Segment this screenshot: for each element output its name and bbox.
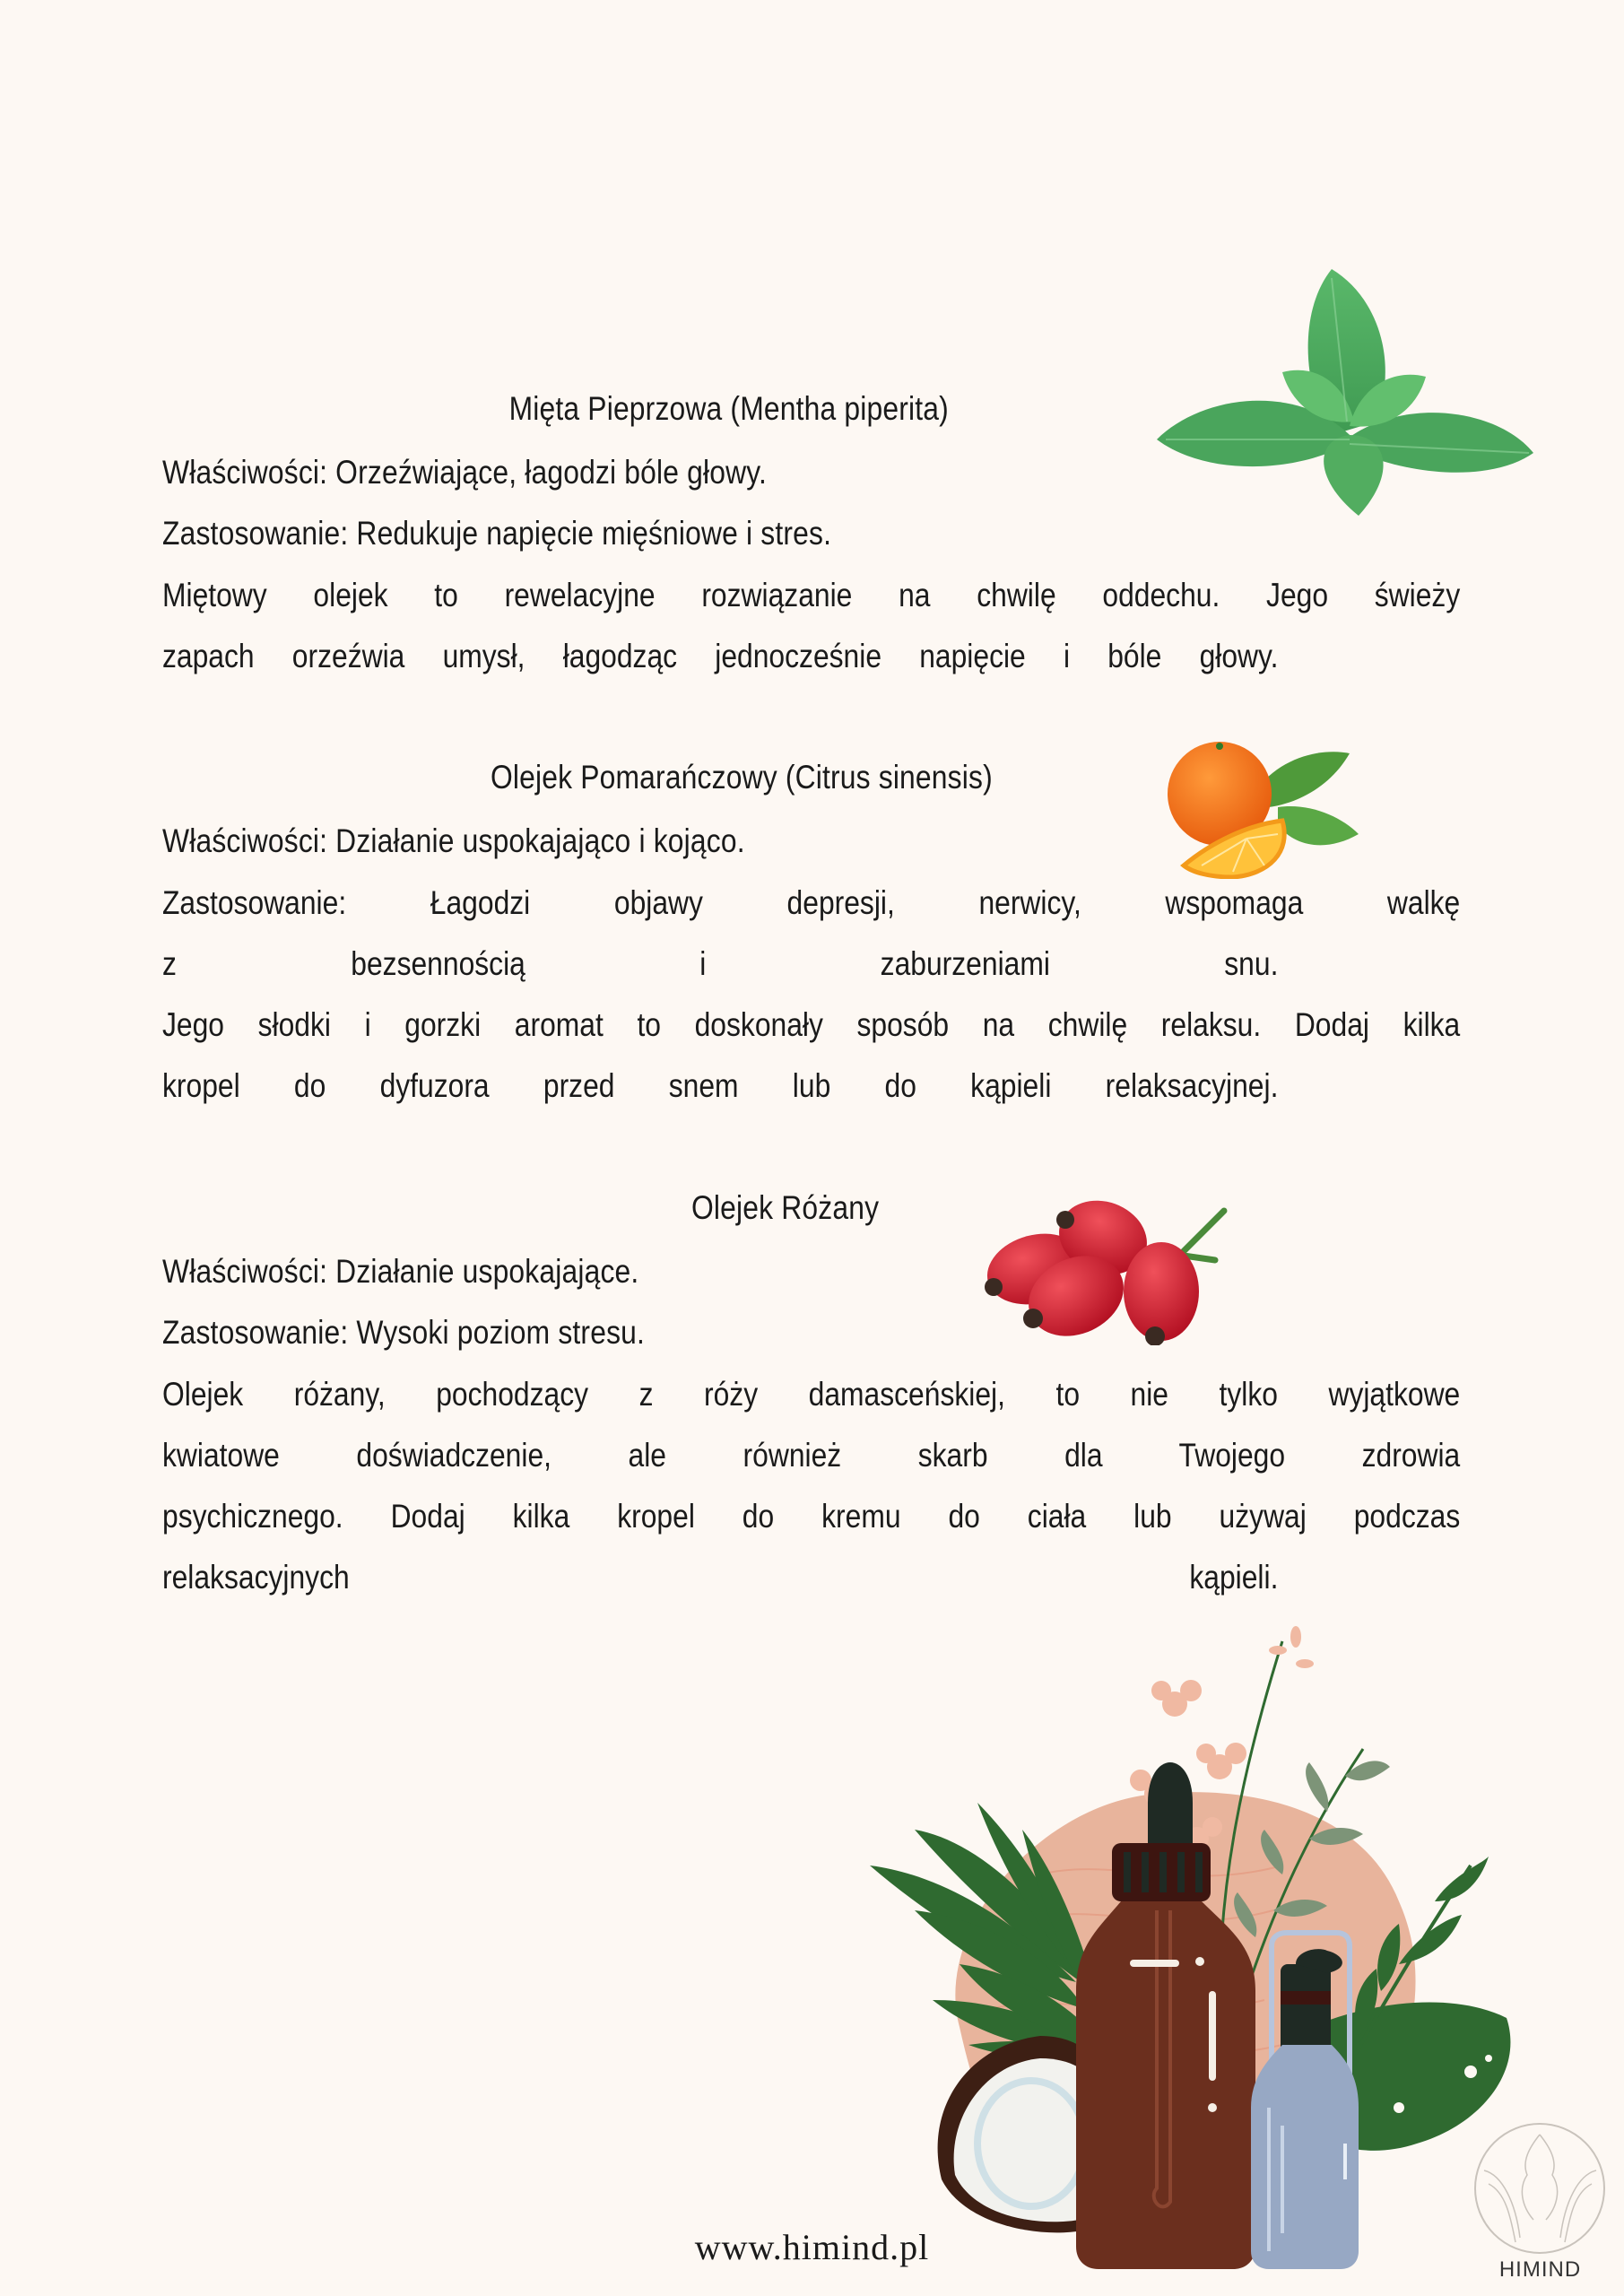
dropper-bulb [1148,1762,1193,1848]
orange-description-line: Jego słodki i gorzki aromat to doskonały sposób na chwilę relaksu. Dodaj kilka [162,1006,1461,1043]
orange-usage-line: Zastosowanie: Łagodzi objawy depresji, nerwicy, wspomaga walkę [162,884,1461,921]
mint-leaves-image [1139,260,1551,520]
mint-description-line: zapach orzeźwia umysł, łagodząc jednocześnie napięcie i bóle głowy. [162,638,1279,674]
rose-usage: Zastosowanie: Wysoki poziom stresu. [162,1314,646,1351]
rose-description-line: Olejek różany, pochodzący z róży damasceńskiej, to nie tylko wyjątkowe [162,1376,1461,1413]
rose-description [162,1364,1460,1608]
orange-description-line: kropel do dyfuzora przed snem lub do kąpieli relaksacyjnej. [162,1067,1279,1104]
rose-description-line: psychicznego. Dodaj kilka kropel do kremu do ciała lub używaj podczas [162,1498,1461,1535]
rosehips-image [977,1193,1229,1345]
rose-properties: Właściwości: Działanie uspokajające. [162,1253,639,1290]
orange-description [162,995,1460,1117]
orange-properties: Właściwości: Działanie uspokajająco i kojąco. [162,822,745,859]
mint-properties: Właściwości: Orzeźwiające, łagodzi bóle głowy. [162,454,768,491]
rose-description-line: relaksacyjnych kąpieli. [162,1559,1279,1596]
mint-usage: Zastosowanie: Redukuje napięcie mięśniowe i stres. [162,515,832,552]
rose-description-line: kwiatowe doświadczenie, ale również skarb dla Twojego zdrowia [162,1437,1461,1474]
orange-image [1148,735,1363,879]
amber-bottle [1076,1901,1255,2269]
mint-description [162,565,1460,687]
himind-logo-icon [1466,2121,1614,2256]
orange-usage [162,873,1460,995]
orange-usage-line: z bezsennością i zaburzeniami snu. [162,945,1279,982]
mint-description-line: Miętowy olejek to rewelacyjne rozwiązanie na chwilę oddechu. Jego świeży [162,577,1461,613]
section-title-orange: Olejek Pomarańczowy (Citrus sinensis) [491,759,993,796]
section-title-mint: Mięta Pieprzowa (Mentha piperita) [508,390,949,427]
section-title-rose: Olejek Różany [691,1189,880,1226]
website-url[interactable]: www.himind.pl [694,2227,930,2267]
himind-logo-text: HIMIND [1498,2257,1582,2282]
himind-logo [1466,2121,1614,2296]
essential-oils-illustration [861,1605,1542,2287]
